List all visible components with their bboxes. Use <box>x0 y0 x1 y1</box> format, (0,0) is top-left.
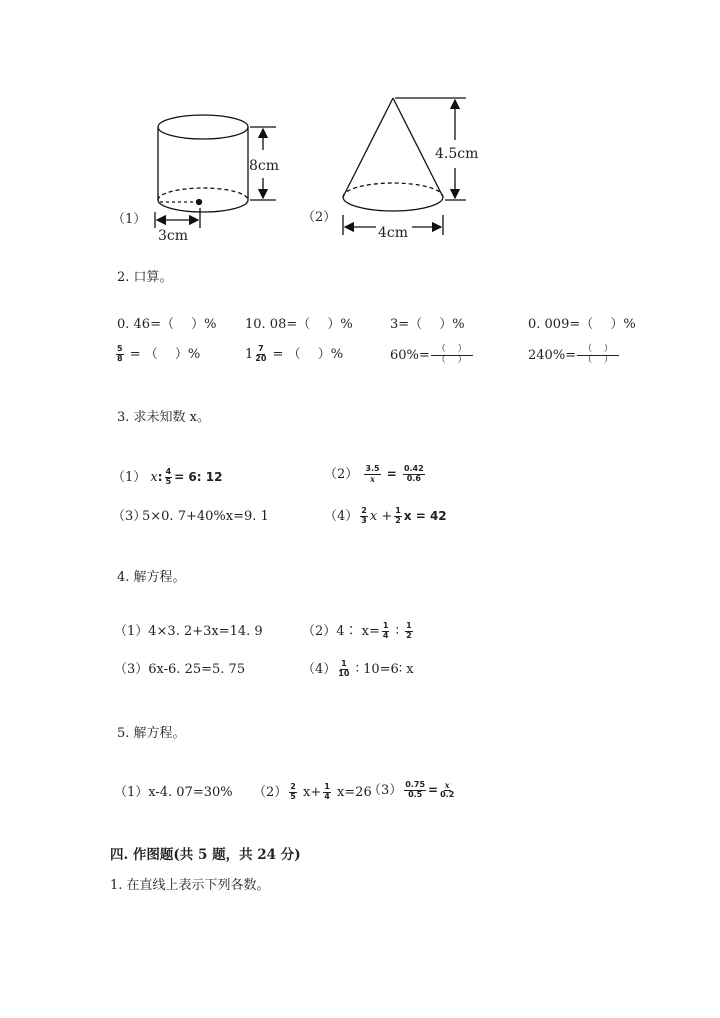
figure-2-index: （2） <box>302 210 337 225</box>
cylinder-radius-label: 3cm <box>158 228 189 244</box>
q4-equation-1: （1）4×3. 2+3x=14. 9 <box>114 624 263 639</box>
cylinder-height-label: 8cm <box>249 158 280 174</box>
q2-item: 10. 08=（ ）% <box>245 317 353 332</box>
q4-equation-4: （4） $\frac{1}{10}$ ∶ 10=6∶ x <box>302 659 414 678</box>
q4-equation-2: （2）4∶ x= $\frac{1}{4}$ ∶ $\frac{1}{2}$ <box>302 621 412 640</box>
q2-item: 1 $\frac{7}{20}$ = （ ）% <box>245 344 344 363</box>
q2-item: 60%= （ ） （ ） <box>390 345 474 366</box>
q2-title: 2. 口算。 <box>117 270 173 285</box>
q3-equation-3-text: 5×0. 7+40%x=9. 1 <box>142 509 269 524</box>
q2-item: $\frac{5}{8}$ = （ ）% <box>117 344 201 363</box>
cone-height-label: 4.5cm <box>435 146 479 162</box>
q3-equation-1: （1） x: $\frac{4}{5}$ = 6: 12 <box>112 467 223 486</box>
q5-title: 5. 解方程。 <box>117 726 186 741</box>
q4-equation-3: （3）6x-6. 25=5. 75 <box>114 662 246 677</box>
q3-equation-2: （2） $\frac{3.5}{x}$ = $\frac{0.42}{0.6}$ <box>324 464 424 484</box>
q5-equation-1: （1）x-4. 07=30% <box>114 785 233 800</box>
q4-title: 4. 解方程。 <box>117 570 186 585</box>
q3-equation-4: （4） $\frac{2}{3}$ x + $\frac{1}{2}$ x = 42 <box>324 506 447 525</box>
q3-equation-3: （3） <box>112 509 147 524</box>
figure-1-index: （1） <box>112 212 147 227</box>
section-4-heading: 四. 作图题(共 5 题，共 24 分) <box>110 847 301 863</box>
section-4-question-1: 1. 在直线上表示下列各数。 <box>110 878 270 893</box>
q2-item: 3=（ ）% <box>390 317 465 332</box>
q5-equation-2: （2） $\frac{2}{5}$ x+ $\frac{1}{4}$ x=26 <box>253 782 372 801</box>
cone-figure <box>343 98 466 235</box>
geometry-figures <box>0 0 720 260</box>
q2-item: 0. 46=（ ）% <box>117 317 217 332</box>
cone-diameter-label: 4cm <box>378 225 409 241</box>
q3-title: 3. 求未知数 x。 <box>117 410 210 425</box>
q2-item: 0. 009=（ ）% <box>528 317 636 332</box>
q2-item: 240%= （ ） （ ） <box>528 345 620 366</box>
q5-equation-3: （3） $\frac{0.75}{0.5}$ = $\frac{x}{0.2}$ <box>368 780 455 799</box>
